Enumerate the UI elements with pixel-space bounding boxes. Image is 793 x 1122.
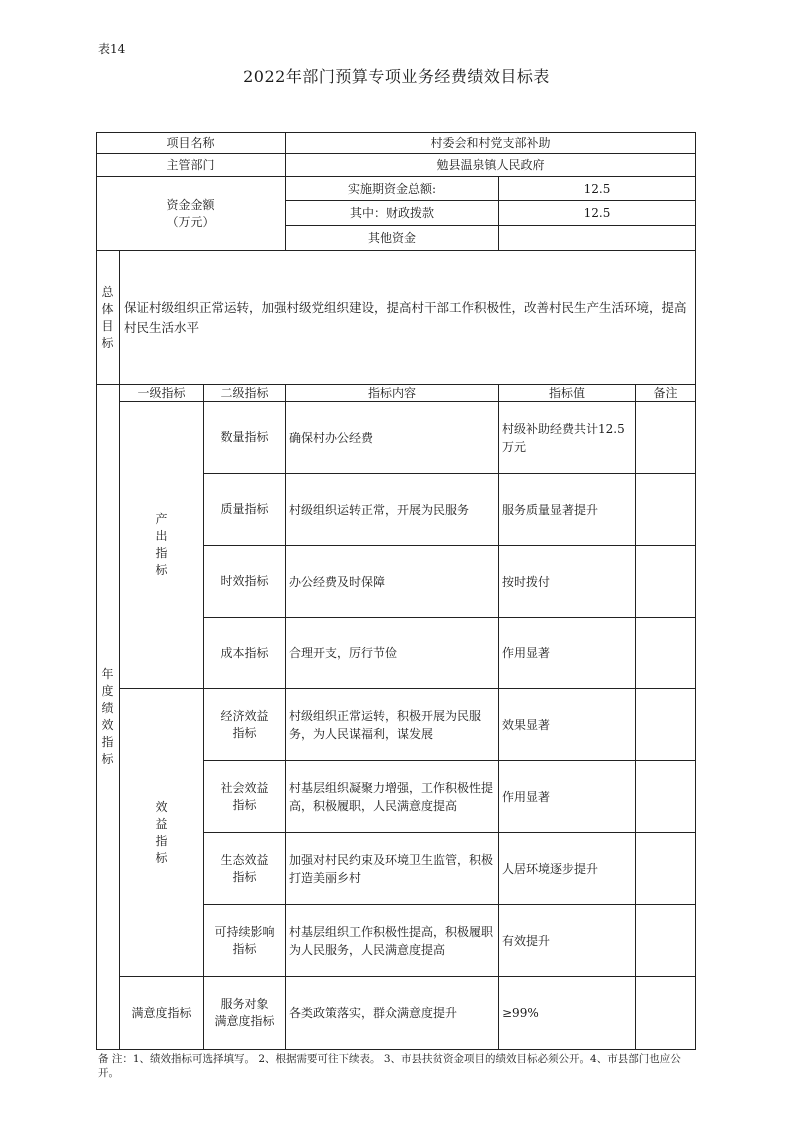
benefit-char: 效 <box>155 799 168 814</box>
indicator-content: 加强对村民约束及环境卫生监管，积极打造美丽乡村 <box>286 833 499 905</box>
header-note: 备注 <box>636 385 696 402</box>
indicator-note <box>636 474 696 546</box>
goal-label-char: 目 <box>101 318 114 333</box>
fund-label-line2: （万元） <box>166 214 215 229</box>
header-content: 指标内容 <box>286 385 499 402</box>
total-fund-label: 实施期资金总额: <box>286 177 499 201</box>
section-char: 绩 <box>101 701 114 715</box>
level2-line: 服务对象 <box>220 997 269 1011</box>
other-fund-value <box>499 226 696 251</box>
output-indicator-label <box>120 402 204 689</box>
benefit-indicator-label <box>120 689 204 977</box>
level2-line: 生态效益 <box>220 852 269 867</box>
satisfaction-indicator-label: 满意度指标 <box>120 977 204 1050</box>
fiscal-fund-value: 12.5 <box>499 201 696 226</box>
indicator-note <box>636 761 696 833</box>
footnote: 备 注：1、绩效指标可选择填写。 2、根据需要可往下续表。 3、市县扶贫资金项目的绩效目标必须公开。4、市县部门也应公开。 <box>98 1053 681 1079</box>
level2-indicator <box>204 474 286 546</box>
indicator-note <box>636 689 696 761</box>
level2-line: 经济效益 <box>220 708 269 723</box>
table-number: 表14 <box>98 42 126 56</box>
indicator-content: 办公经费及时保障 <box>286 546 499 618</box>
level2-indicator <box>204 402 286 474</box>
level2-line: 时效指标 <box>220 574 269 588</box>
indicator-content: 各类政策落实，群众满意度提升 <box>286 977 499 1050</box>
indicator-value: ≥99% <box>499 977 636 1050</box>
indicator-value: 按时拨付 <box>499 546 636 618</box>
indicator-value: 有效提升 <box>499 905 636 977</box>
level2-line: 质量指标 <box>220 502 269 516</box>
level2-indicator <box>204 977 286 1050</box>
goal-label-char: 体 <box>101 301 114 316</box>
total-fund-value: 12.5 <box>499 177 696 201</box>
performance-table <box>96 132 696 1050</box>
level2-line: 成本指标 <box>220 645 269 660</box>
indicator-content: 村基层组织凝聚力增强，工作积极性提高，积极履职，人民满意度提高 <box>286 761 499 833</box>
output-char: 产 <box>155 512 168 526</box>
section-char: 指 <box>101 735 114 749</box>
level2-line: 指标 <box>232 941 257 956</box>
level2-indicator <box>204 618 286 689</box>
section-char: 度 <box>101 684 114 698</box>
level2-line: 指标 <box>232 797 257 812</box>
level2-line: 数量指标 <box>220 430 269 444</box>
indicator-value: 村级补助经费共计12.5万元 <box>499 402 636 474</box>
level2-indicator <box>204 833 286 905</box>
benefit-char: 标 <box>155 850 168 865</box>
goal-label-char: 标 <box>101 335 114 350</box>
indicator-value: 作用显著 <box>499 618 636 689</box>
dept-value: 勉县温泉镇人民政府 <box>286 154 696 177</box>
project-name-value: 村委会和村党支部补助 <box>286 132 696 154</box>
indicator-content: 村级组织运转正常，开展为民服务 <box>286 474 499 546</box>
goal-text: 保证村级组织正常运转，加强村级党组织建设，提高村干部工作积极性，改善村民生产生活环境，提高村民生活水平 <box>120 251 696 385</box>
fiscal-fund-label: 其中：财政拨款 <box>286 201 499 226</box>
indicator-note <box>636 546 696 618</box>
section-char: 效 <box>101 718 114 732</box>
fund-label <box>96 177 286 251</box>
section-char: 年 <box>101 667 114 681</box>
level2-line: 指标 <box>232 725 257 740</box>
indicator-note <box>636 905 696 977</box>
indicator-note <box>636 402 696 474</box>
indicator-content: 确保村办公经费 <box>286 402 499 474</box>
header-value: 指标值 <box>499 385 636 402</box>
level2-indicator <box>204 546 286 618</box>
indicator-value: 人居环境逐步提升 <box>499 833 636 905</box>
level2-line: 可持续影响 <box>214 924 275 939</box>
page-title: 2022年部门预算专项业务经费绩效目标表 <box>243 67 550 86</box>
indicator-note <box>636 977 696 1050</box>
project-name-label: 项目名称 <box>96 132 286 154</box>
indicator-content: 合理开支，厉行节俭 <box>286 618 499 689</box>
indicator-content: 村级组织正常运转，积极开展为民服务，为人民谋福利，谋发展 <box>286 689 499 761</box>
indicator-value: 效果显著 <box>499 689 636 761</box>
indicator-content: 村基层组织工作积极性提高，积极履职为人民服务，人民满意度提高 <box>286 905 499 977</box>
goal-label-char: 总 <box>101 284 114 299</box>
level2-line: 指标 <box>232 869 257 884</box>
annual-indicator-label <box>96 385 120 1050</box>
level2-line: 满意度指标 <box>214 1014 275 1028</box>
output-char: 出 <box>155 529 168 543</box>
indicator-value: 作用显著 <box>499 761 636 833</box>
benefit-char: 益 <box>155 816 168 831</box>
goal-label <box>96 251 120 385</box>
output-char: 标 <box>155 563 168 577</box>
indicator-note <box>636 833 696 905</box>
level2-indicator <box>204 905 286 977</box>
level2-indicator <box>204 761 286 833</box>
benefit-char: 指 <box>155 833 168 848</box>
level2-indicator <box>204 689 286 761</box>
level2-line: 社会效益 <box>220 780 269 795</box>
fund-label-line1: 资金金额 <box>166 197 215 212</box>
indicator-value: 服务质量显著提升 <box>499 474 636 546</box>
header-level1: 一级指标 <box>120 385 204 402</box>
other-fund-label: 其他资金 <box>286 226 499 251</box>
dept-label: 主管部门 <box>96 154 286 177</box>
output-char: 指 <box>155 546 168 560</box>
indicator-note <box>636 618 696 689</box>
header-level2: 二级指标 <box>204 385 286 402</box>
section-char: 标 <box>101 752 114 766</box>
